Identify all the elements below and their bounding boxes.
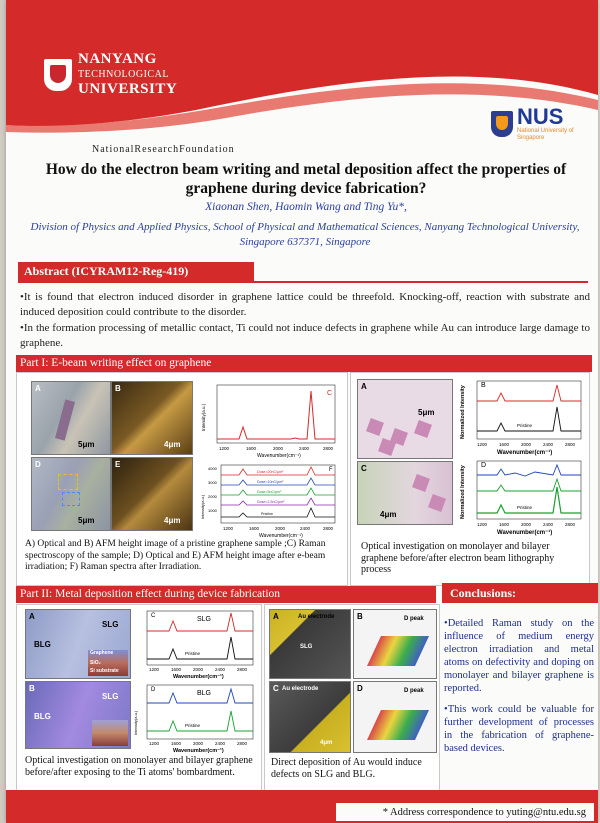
svg-text:Dose=5nC/μm²: Dose=5nC/μm² <box>257 490 282 494</box>
raman-chart-rd <box>455 457 585 537</box>
svg-text:Normalized Intensity: Normalized Intensity <box>460 385 466 439</box>
svg-text:Pristine: Pristine <box>517 423 533 428</box>
svg-text:2800: 2800 <box>565 522 576 527</box>
svg-text:2400: 2400 <box>543 442 554 447</box>
raman-chart-blg <box>133 681 257 753</box>
authors: Xiaonan Shen, Haomin Wang and Ting Yu*, <box>205 201 407 213</box>
svg-text:1200: 1200 <box>219 446 230 451</box>
raman-chart-c <box>199 381 341 459</box>
abstract-point: •In the formation processing of metallic contact, Ti could not induce defects in graphene while Au can introduce large damage to graphene. <box>20 322 590 349</box>
ntu-name-line1: NANYANG <box>78 51 157 67</box>
abstract-divider <box>18 281 588 283</box>
conclusion-point: •This work could be valuable for further development of processes in the fabrication of graphene-based devices. <box>444 704 594 754</box>
svg-text:Pristine: Pristine <box>185 651 201 656</box>
part1-right-panel <box>350 372 590 586</box>
svg-text:Intensity(a.u.): Intensity(a.u.) <box>201 403 206 431</box>
optical-ti-a: A SLG BLG Graphene SiO₂ Si substrate <box>25 609 131 679</box>
ntu-crest-icon <box>44 59 72 91</box>
svg-text:Wavenumber(cm⁻¹): Wavenumber(cm⁻¹) <box>173 748 224 753</box>
svg-text:1600: 1600 <box>499 442 510 447</box>
raman-chart-slg <box>133 607 257 679</box>
optical-monolayer-a: A 5μm <box>357 379 453 459</box>
svg-text:Pristine: Pristine <box>261 512 273 516</box>
svg-text:2400: 2400 <box>215 741 226 746</box>
svg-text:Wavenumber(cm⁻¹): Wavenumber(cm⁻¹) <box>497 530 553 536</box>
svg-text:Dose=2.5nC/μm²: Dose=2.5nC/μm² <box>257 500 285 504</box>
svg-text:Pristine: Pristine <box>185 723 201 728</box>
svg-text:Intensity(a.u.): Intensity(a.u.) <box>200 494 205 519</box>
part1-left-panel <box>16 372 348 586</box>
svg-text:1200: 1200 <box>149 667 160 672</box>
optical-image-d: D 5μm <box>31 457 111 531</box>
svg-text:1200: 1200 <box>477 522 488 527</box>
svg-text:4000: 4000 <box>208 466 217 471</box>
svg-text:1200: 1200 <box>477 442 488 447</box>
part1-heading: Part I: E-beam writing effect on graphene <box>16 355 592 372</box>
abstract-body <box>20 290 590 352</box>
part2-left-panel <box>16 604 262 792</box>
svg-text:C: C <box>327 390 333 397</box>
svg-text:2000: 2000 <box>273 446 284 451</box>
svg-text:C: C <box>151 613 156 619</box>
svg-text:2000: 2000 <box>193 667 204 672</box>
svg-text:2000: 2000 <box>193 741 204 746</box>
optical-bilayer-c: C 4μm <box>357 461 453 525</box>
svg-text:Normalized Intensity: Normalized Intensity <box>460 465 466 519</box>
svg-text:Wavenumber(cm⁻¹): Wavenumber(cm⁻¹) <box>173 674 224 679</box>
svg-text:B: B <box>481 382 486 389</box>
afm-image-b: B 4μm <box>111 381 193 455</box>
svg-text:1200: 1200 <box>223 526 234 531</box>
abstract-point: •It is found that electron induced disorder in graphene lattice could be threefold. Knocking-off, reaction with substrate and induced deposition could contribute to the disorder. <box>20 291 590 318</box>
affiliation: Division of Physics and Applied Physics, School of Physical and Mathematical Sciences, Nanyang Technological University, Singapore 637371, Singapore <box>30 221 580 248</box>
svg-text:1600: 1600 <box>171 741 182 746</box>
afm-image-e: E 4μm <box>111 457 193 531</box>
foundation-name: NationalResearchFoundation <box>92 144 235 155</box>
ntu-logo <box>44 52 177 97</box>
svg-text:1600: 1600 <box>246 446 257 451</box>
conclusions-heading: Conclusions: <box>442 583 598 603</box>
svg-text:Wavenumber(cm⁻¹): Wavenumber(cm⁻¹) <box>259 533 303 539</box>
svg-text:2400: 2400 <box>300 526 311 531</box>
svg-text:Pristine: Pristine <box>517 505 533 510</box>
part2-mid-panel <box>264 604 440 792</box>
svg-text:1600: 1600 <box>499 522 510 527</box>
svg-text:2400: 2400 <box>215 667 226 672</box>
svg-text:2400: 2400 <box>543 522 554 527</box>
svg-text:Dose=20nC/μm²: Dose=20nC/μm² <box>257 470 284 474</box>
svg-text:D: D <box>481 462 487 469</box>
svg-text:2800: 2800 <box>323 526 334 531</box>
ntu-name-line3: UNIVERSITY <box>78 81 178 97</box>
part2-left-caption: Optical investigation on monolayer and bilayer graphene before/after exposing to the Ti atoms' bombardment. <box>25 755 253 778</box>
poster <box>6 0 598 823</box>
svg-text:D: D <box>151 687 156 693</box>
nus-fullname: National University of Singapore <box>517 128 574 141</box>
svg-text:1600: 1600 <box>171 667 182 672</box>
part2-mid-caption: Direct deposition of Au would induce defects on SLG and BLG. <box>271 757 422 780</box>
nus-logo <box>491 106 587 142</box>
svg-text:Wavenumber(cm⁻¹): Wavenumber(cm⁻¹) <box>257 453 301 459</box>
svg-text:2000: 2000 <box>275 526 286 531</box>
nus-crest-icon <box>491 111 513 137</box>
raman-3d-b: B D peak <box>353 609 437 679</box>
svg-text:Wavenumber(cm⁻¹): Wavenumber(cm⁻¹) <box>497 450 553 456</box>
svg-text:2000: 2000 <box>521 442 532 447</box>
nus-name: NUS <box>517 104 564 129</box>
part1-left-caption: A) Optical and B) AFM height image of a pristine graphene sample ;C) Raman spectroscopy of the sample; D) Optical and E) AFM height image after e-beam irradiation; F) Raman spectra after Irradiation. <box>25 539 326 572</box>
svg-text:SLG: SLG <box>197 616 212 623</box>
svg-text:1000: 1000 <box>208 508 217 513</box>
svg-text:1200: 1200 <box>149 741 160 746</box>
abstract-heading: Abstract (ICYRAM12-Reg-419) <box>18 262 254 281</box>
svg-text:2800: 2800 <box>565 442 576 447</box>
optical-ti-b: B SLG BLG <box>25 681 131 749</box>
svg-text:2400: 2400 <box>299 446 310 451</box>
optical-image-a: A 5μm <box>31 381 111 455</box>
part2-heading: Part II: Metal deposition effect during device fabrication <box>16 586 436 603</box>
svg-text:2000: 2000 <box>208 494 217 499</box>
svg-text:2000: 2000 <box>521 522 532 527</box>
correspondence-note: * Address correspondence to yuting@ntu.edu.sg <box>382 807 586 818</box>
svg-text:2800: 2800 <box>237 741 248 746</box>
svg-text:3000: 3000 <box>208 480 217 485</box>
svg-text:F: F <box>329 467 333 473</box>
raman-3d-d: D D peak <box>353 681 437 753</box>
svg-text:BLG: BLG <box>197 690 212 697</box>
part1-right-caption: Optical investigation on monolayer and bilayer graphene before/after electron beam lithography process <box>361 541 555 575</box>
poster-title: How do the electron beam writing and metal deposition affect the properties of graphene during device fabrication? <box>45 161 567 197</box>
svg-text:2800: 2800 <box>323 446 334 451</box>
raman-chart-rb <box>455 377 585 457</box>
svg-text:1600: 1600 <box>249 526 260 531</box>
raman-chart-f <box>199 461 341 539</box>
svg-text:Intensity(a.u.): Intensity(a.u.) <box>133 710 138 735</box>
au-image-c: C Au electrode 4μm <box>269 681 351 753</box>
svg-text:2800: 2800 <box>237 667 248 672</box>
conclusion-point: •Detailed Raman study on the influence of medium energy electron irradiation and metal atoms on defectivity and doping on monolayer and bilayer graphene is reported. <box>444 618 594 694</box>
conclusions-body <box>444 617 594 763</box>
svg-text:Dose=10nC/μm²: Dose=10nC/μm² <box>257 480 284 484</box>
ntu-name-line2: TECHNOLOGICAL <box>78 69 169 80</box>
au-image-a: A Au electrode SLG <box>269 609 351 679</box>
